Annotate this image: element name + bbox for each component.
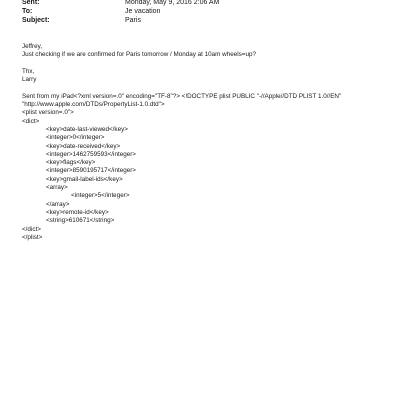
dict-open: <dict>: [22, 117, 40, 125]
dict-close: </dict>: [22, 225, 41, 233]
plist-open: <plist version=.0">: [22, 109, 74, 117]
signature: Larry: [22, 76, 37, 84]
subject-value: Paris: [125, 17, 141, 24]
to-label: To:: [22, 8, 33, 15]
closing: Thx,: [22, 67, 35, 75]
array-close: </array>: [46, 200, 70, 208]
subject-row: [22, 16, 382, 25]
sent-label: Sent:: [22, 0, 40, 6]
key-flags: <key>flags</key>: [46, 159, 96, 167]
email-body: [22, 43, 382, 242]
sent-from-line-2: "http://www.apple.com/DTDs/PropertyList-1.0.dtd">: [22, 101, 165, 109]
to-value: Je vacation: [125, 8, 161, 15]
greeting: Jeffrey,: [22, 43, 43, 50]
sent-row: [22, 0, 382, 7]
key-date-received: <key>date-received</key>: [46, 142, 121, 150]
sent-value: Monday, May 9, 2016 2:06 AM: [125, 0, 220, 6]
to-row: [22, 7, 382, 16]
key-remote-id: <key>remote-id</key>: [46, 208, 109, 216]
integer-zero: <integer>0</integer>: [46, 134, 105, 142]
integer-date-received: <integer>1462759593</integer>: [46, 150, 136, 158]
email-header: [22, 0, 382, 25]
integer-label: <integer>5</integer>: [71, 192, 130, 200]
subject-label: Subject:: [22, 17, 50, 24]
sent-from-line-1: Sent from my iPad<?xml version=.0" encoding="TF-8"?> <!DOCTYPE plist PUBLIC "-//Apple//DTD PLIST 1.0//EN": [22, 92, 342, 100]
message-text: Just checking if we are confirmed for Paris tomorrow / Monday at 10am wheels=up?: [22, 51, 256, 59]
integer-flags: <integer>8590195717</integer>: [46, 167, 136, 175]
key-gmail-label-ids: <key>gmail-label-ids</key>: [46, 175, 123, 183]
array-open: <array>: [46, 184, 68, 192]
string-remote-id: <string>610671</string>: [46, 217, 115, 225]
key-date-last-viewed: <key>date-last-viewed</key>: [46, 125, 128, 133]
plist-close: </plist>: [22, 233, 43, 241]
